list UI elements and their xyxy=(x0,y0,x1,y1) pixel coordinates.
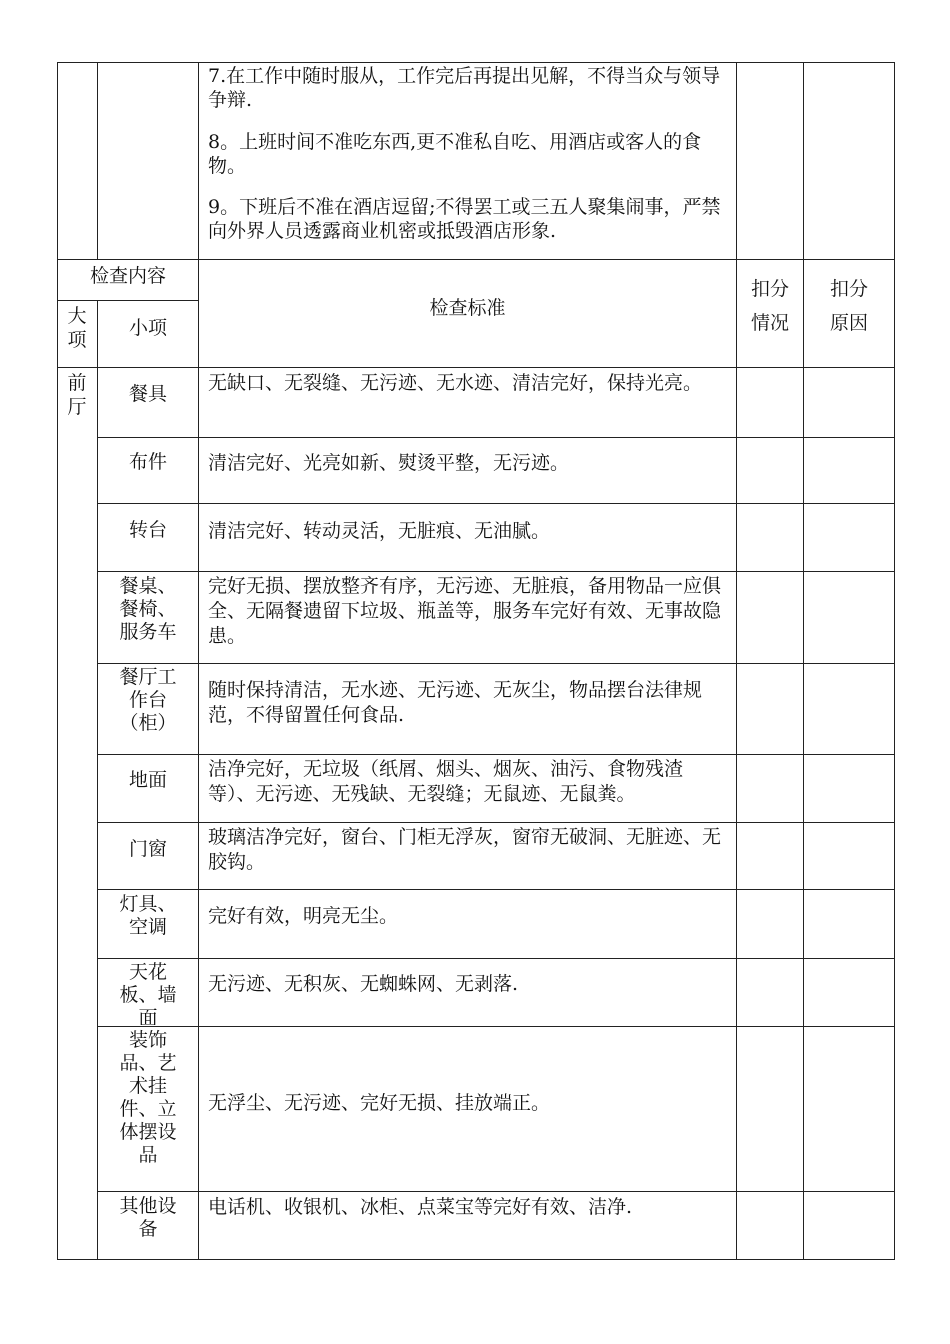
item-label: 灯具、空调 xyxy=(119,893,177,938)
standard-text: 洁净完好，无垃圾（纸屑、烟头、烟灰、油污、食物残渣等）、无污迹、无残缺、无裂缝；无鼠迹、无鼠粪。 xyxy=(208,758,684,805)
row-divider xyxy=(57,367,895,368)
standard-text: 无浮尘、无污迹、完好无损、挂放端正。 xyxy=(208,1092,551,1114)
header-deduct-reason: 扣分原因 xyxy=(829,278,868,334)
row-divider xyxy=(97,754,895,755)
item-label: 餐桌、餐椅、服务车 xyxy=(119,575,177,643)
row-divider xyxy=(97,889,895,890)
row-divider xyxy=(97,1026,895,1027)
header-minor-item: 小项 xyxy=(128,317,167,339)
rule-text: 7.在工作中随时服从，工作完后再提出见解，不得当众与领导争辩. xyxy=(208,65,721,111)
row-divider xyxy=(97,571,895,572)
category-label: 前厅 xyxy=(67,372,87,418)
table-border-top xyxy=(57,62,895,63)
item-label: 天花板、墙面 xyxy=(119,961,177,1025)
row-divider xyxy=(97,1191,895,1192)
standard-text: 随时保持清洁，无水迹、无污迹、无灰尘，物品摆台法律规范，不得留置任何食品. xyxy=(208,679,703,726)
item-label: 装饰品、艺术挂件、立体摆设品 xyxy=(119,1029,177,1166)
row-divider xyxy=(97,663,895,664)
standard-text: 无污迹、无积灰、无蜘蛛网、无剥落. xyxy=(208,973,519,995)
col-divider xyxy=(198,62,199,1260)
table-border-right xyxy=(894,62,895,1260)
row-divider xyxy=(97,958,895,959)
table-border-left xyxy=(57,62,58,1260)
rule-text: 9。下班后不准在酒店逗留;不得罢工或三五人聚集闹事，严禁向外界人员透露商业机密或抵毁酒店形象. xyxy=(208,196,721,242)
header-deduct-status: 扣分情况 xyxy=(750,278,789,334)
standard-text: 无缺口、无裂缝、无污迹、无水迹、清洁完好，保持光亮。 xyxy=(208,372,703,394)
item-label: 其他设备 xyxy=(119,1195,177,1240)
standard-text: 完好有效，明亮无尘。 xyxy=(208,905,399,927)
item-label: 转台 xyxy=(128,519,167,541)
header-check-content: 检查内容 xyxy=(89,265,166,287)
item-label: 餐厅工作台（柜） xyxy=(119,666,177,734)
item-label: 布件 xyxy=(128,451,167,473)
standard-text: 玻璃洁净完好，窗台、门柜无浮灰，窗帘无破洞、无脏迹、无胶钩。 xyxy=(208,826,722,873)
col-divider xyxy=(736,62,737,1260)
rule-text: 8。上班时间不准吃东西,更不准私自吃、用酒店或客人的食物。 xyxy=(208,131,702,177)
standard-text: 清洁完好、光亮如新、熨烫平整，无污迹。 xyxy=(208,452,570,474)
standard-text: 清洁完好、转动灵活，无脏痕、无油腻。 xyxy=(208,520,551,542)
row-divider xyxy=(97,503,895,504)
row-divider xyxy=(97,822,895,823)
header-major-item: 大项 xyxy=(67,305,87,351)
standard-text: 电话机、收银机、冰柜、点菜宝等完好有效、洁净. xyxy=(208,1196,633,1218)
col-divider xyxy=(803,62,804,1260)
item-label: 门窗 xyxy=(128,838,167,860)
row-divider xyxy=(97,437,895,438)
col-divider xyxy=(97,62,98,260)
row-divider xyxy=(57,300,199,301)
standard-text: 完好无损、摆放整齐有序，无污迹、无脏痕，备用物品一应俱全、无隔餐遗留下垃圾、瓶盖等，服务车完好有效、无事故隐患。 xyxy=(208,575,722,647)
table-border-bottom xyxy=(57,1259,895,1260)
item-label: 餐具 xyxy=(128,383,167,405)
item-label: 地面 xyxy=(128,769,167,791)
header-standard: 检查标准 xyxy=(429,297,506,319)
row-divider xyxy=(57,259,895,260)
